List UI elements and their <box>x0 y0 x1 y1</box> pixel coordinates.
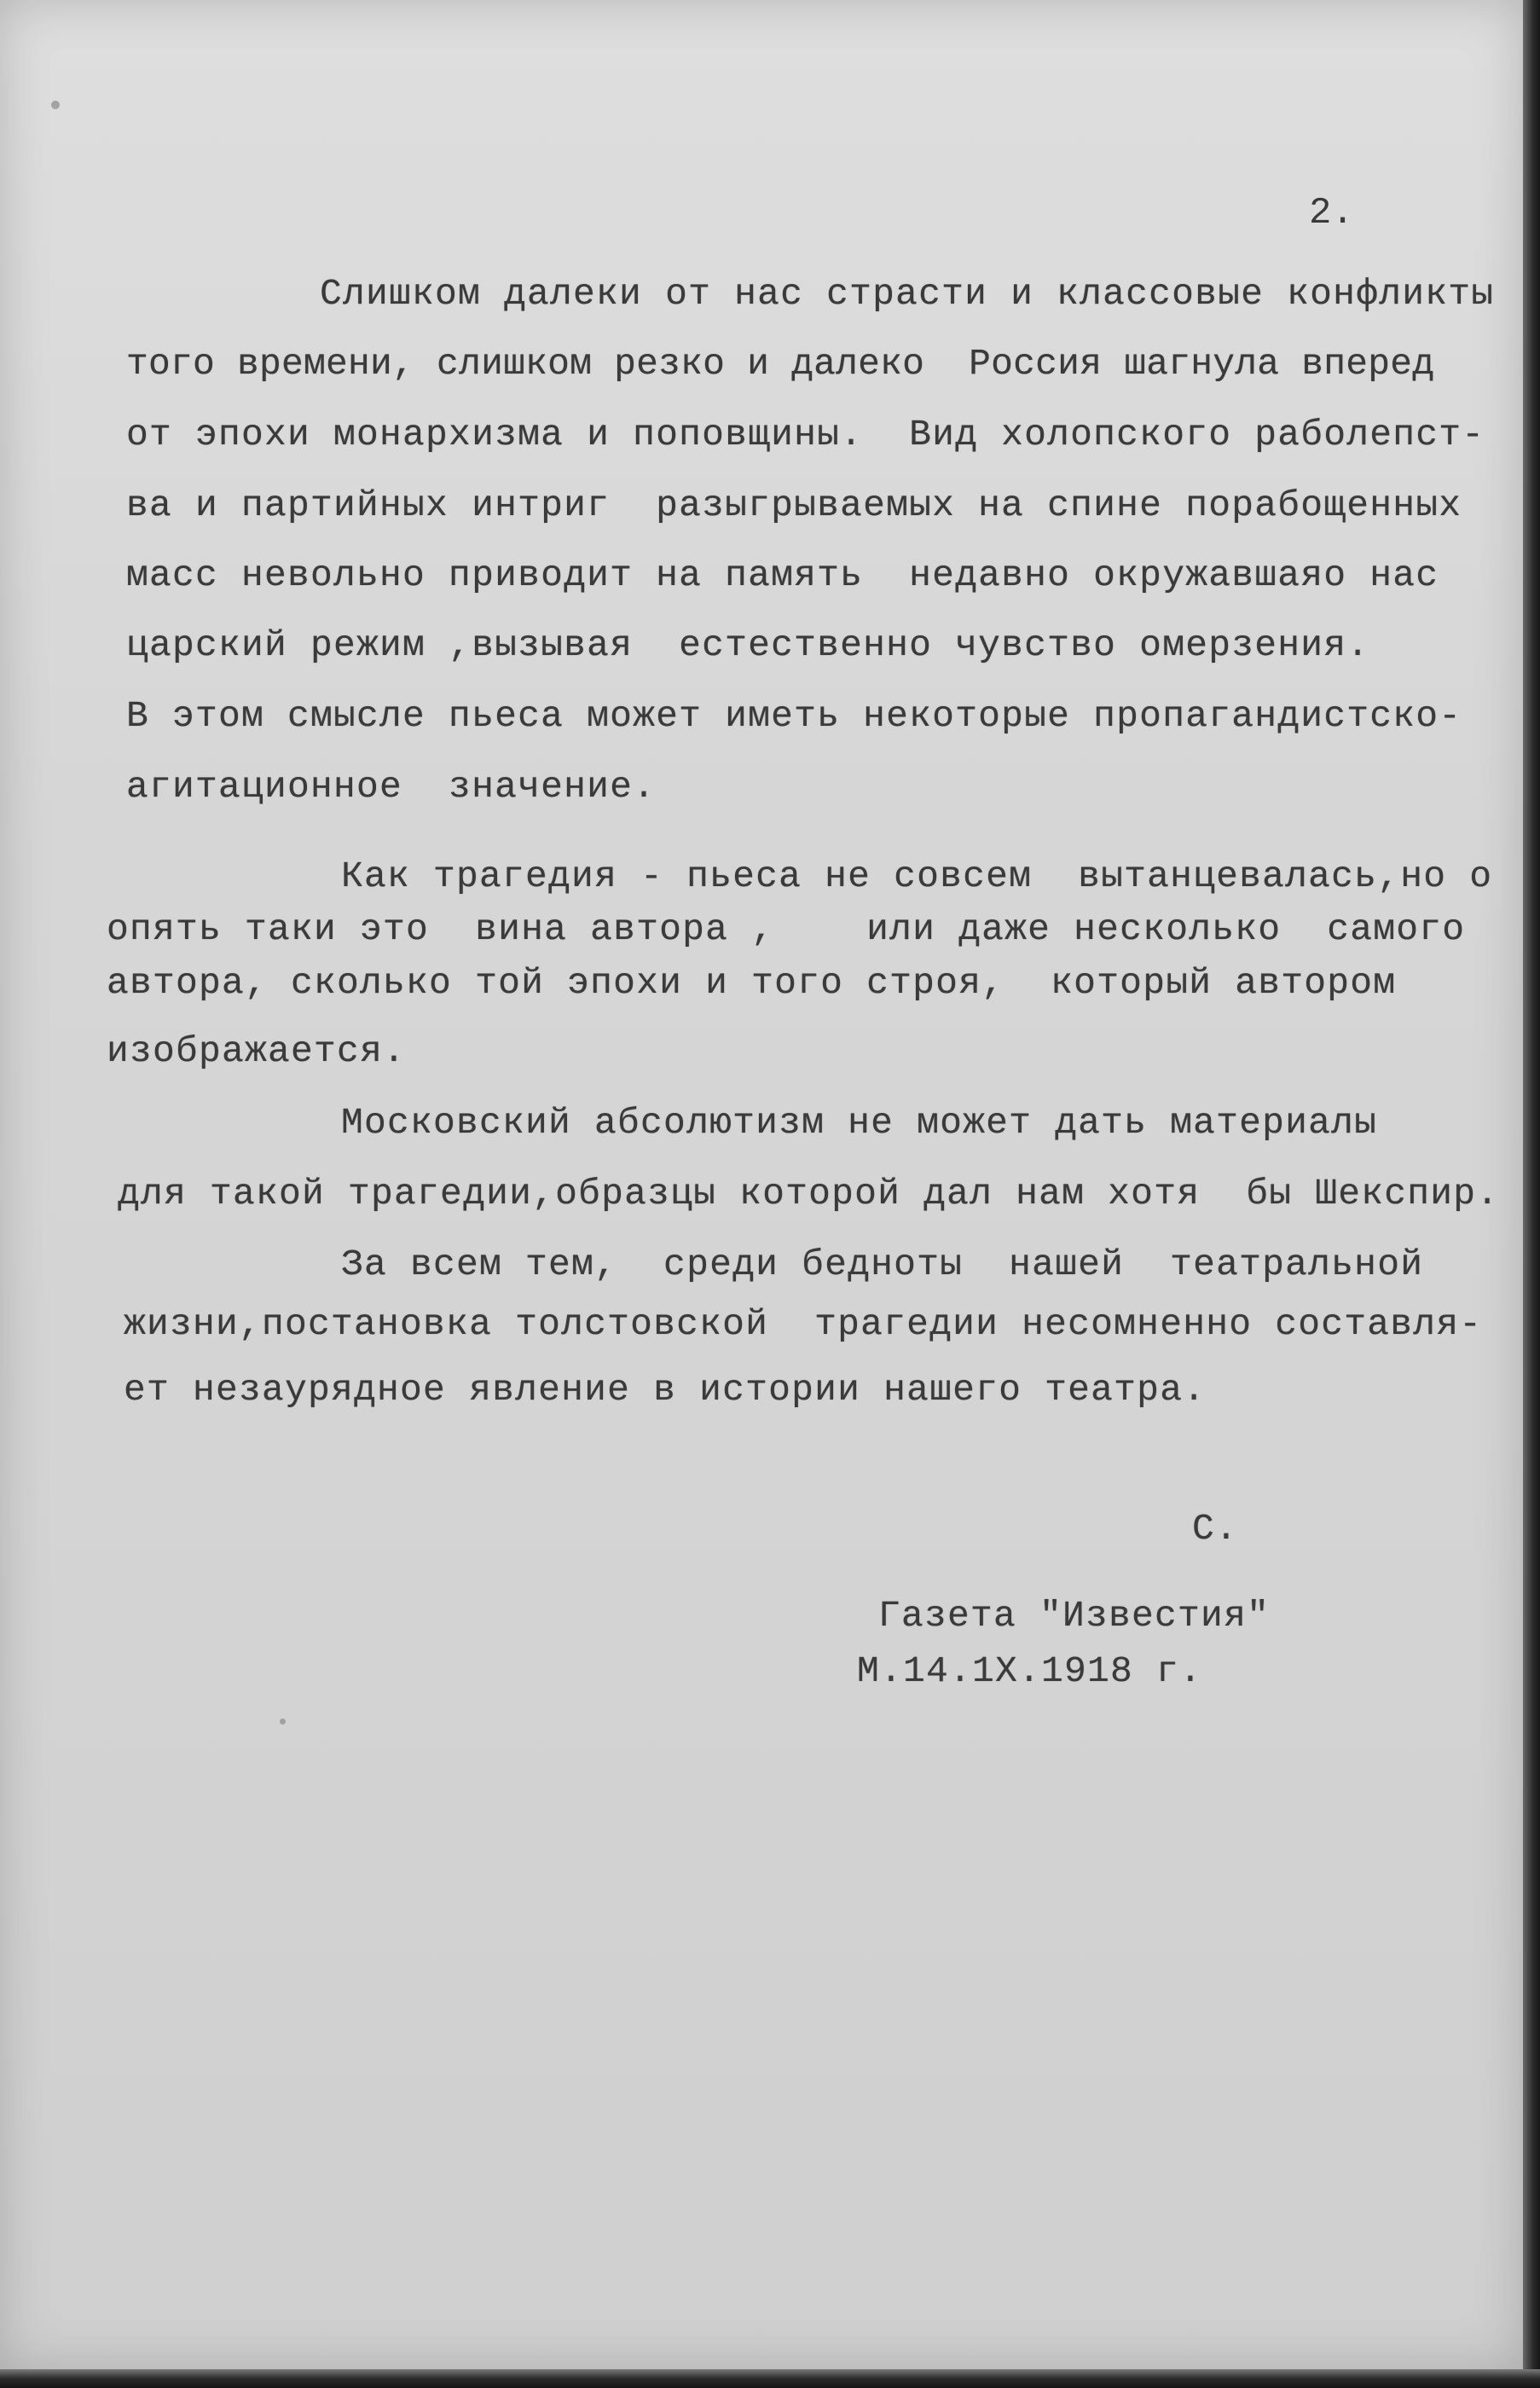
text-line: масс невольно приводит на память недавно окружавшаяо нас <box>126 554 1439 596</box>
page-number: 2. <box>1309 192 1354 235</box>
text-line: автора, сколько той эпохи и того строя, который автором <box>107 962 1397 1004</box>
page-edge-right <box>1523 0 1540 2388</box>
text-line: жизни,постановка толстовской трагедии несомненно составля- <box>124 1303 1483 1345</box>
text-line: Как трагедия - пьеса не совсем вытанцевалась,но о <box>341 855 1493 897</box>
signature: С. <box>1192 1508 1239 1550</box>
text-line: для такой трагедии,образцы которой дал нам хотя бы Шекспир. <box>118 1173 1500 1214</box>
text-line: царский режим ,вызывая естественно чувство омерзения. <box>126 624 1370 666</box>
source-newspaper: Газета "Известия" <box>878 1595 1271 1637</box>
text-line: того времени, слишком резко и далеко Россия шагнула вперед <box>126 343 1435 385</box>
text-line: от эпохи монархизма и поповщины. Вид холопского раболепст- <box>126 414 1485 455</box>
publication-date: М.14.1Х.1918 г. <box>857 1650 1203 1692</box>
text-line: Московский абсолютизм не может дать материалы <box>341 1102 1378 1144</box>
text-line: изображается. <box>107 1030 407 1072</box>
page-edge-bottom <box>0 2369 1540 2388</box>
text-line: ва и партийных интриг разыгрываемых на спине порабощенных <box>126 484 1462 526</box>
text-line: В этом смысле пьеса может иметь некоторые пропагандистско- <box>126 695 1462 737</box>
text-line: ет незаурядное явление в истории нашего театра. <box>124 1369 1207 1411</box>
text-line: Слишком далеки от нас страсти и классовые конфликты <box>320 273 1495 315</box>
paper-speck <box>51 101 60 109</box>
text-line: опять таки это вина автора , или даже несколько самого <box>107 908 1466 950</box>
text-line: агитационное значение. <box>126 766 657 808</box>
paper-speck <box>280 1719 286 1724</box>
text-line: За всем тем, среди бедноты нашей театральной <box>341 1243 1424 1285</box>
